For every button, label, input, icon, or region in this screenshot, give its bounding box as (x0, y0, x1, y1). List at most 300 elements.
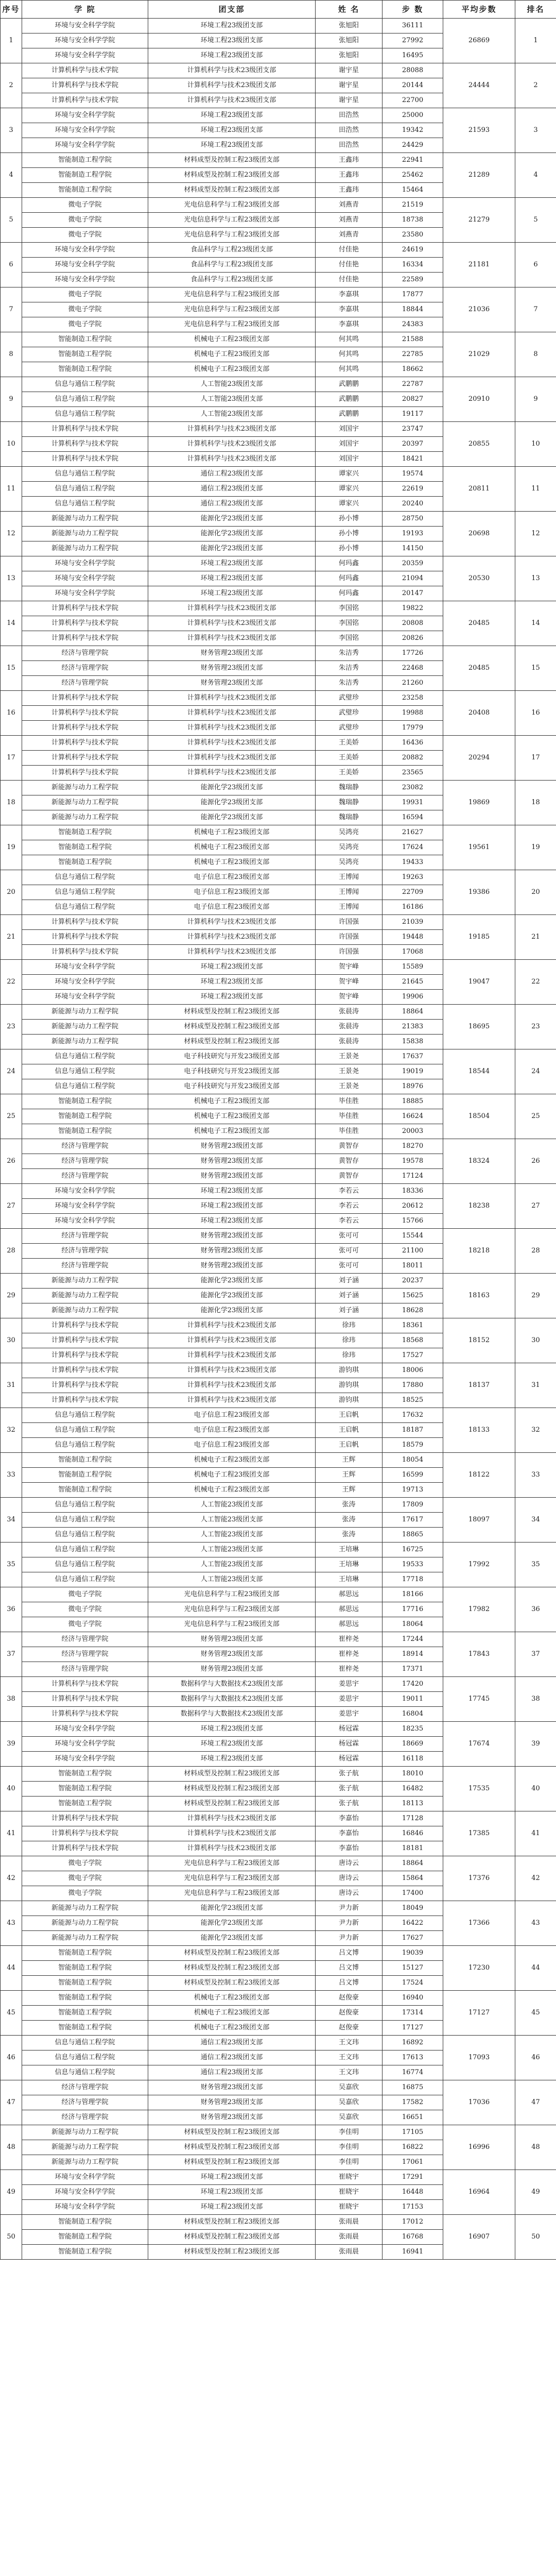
cell-school: 智能制造工程学院 (22, 840, 148, 855)
cell-school: 经济与管理学院 (22, 2110, 148, 2125)
cell-index: 9 (1, 377, 22, 422)
cell-name: 张涛 (316, 1498, 383, 1513)
cell-school: 新能源与动力工程学院 (22, 512, 148, 527)
table-row (1, 1139, 556, 1154)
cell-school: 智能制造工程学院 (22, 1124, 148, 1139)
cell-rank: 30 (515, 1318, 556, 1363)
cell-name: 刘子涵 (316, 1289, 383, 1303)
cell-average-steps: 20530 (443, 556, 515, 601)
cell-branch: 财务管理23级团支部 (148, 661, 316, 676)
cell-rank: 3 (515, 108, 556, 153)
table-row (1, 63, 556, 78)
cell-branch: 计算机科学与技术23级团支部 (148, 1348, 316, 1363)
cell-school: 计算机科学与技术学院 (22, 437, 148, 452)
cell-branch: 材料成型及控制工程23级团支部 (148, 2140, 316, 2155)
cell-school: 新能源与动力工程学院 (22, 1274, 148, 1289)
cell-name: 王博闻 (316, 885, 383, 900)
cell-branch: 材料成型及控制工程23级团支部 (148, 1946, 316, 1961)
cell-name: 黄智存 (316, 1154, 383, 1169)
cell-branch: 机械电子工程23级团支部 (148, 1991, 316, 2006)
cell-name: 张晨涛 (316, 1020, 383, 1035)
cell-average-steps: 17385 (443, 1811, 515, 1856)
cell-school: 信息与通信工程学院 (22, 2050, 148, 2065)
cell-steps: 16624 (383, 1109, 443, 1124)
cell-steps: 22785 (383, 347, 443, 362)
cell-steps: 19906 (383, 990, 443, 1005)
table-header-row (1, 1, 556, 19)
cell-average-steps: 18163 (443, 1274, 515, 1318)
cell-index: 19 (1, 825, 22, 870)
cell-steps: 16186 (383, 900, 443, 915)
cell-rank: 8 (515, 332, 556, 377)
table-row (1, 2215, 556, 2230)
cell-branch: 能源化学23级团支部 (148, 795, 316, 810)
table-row (1, 1005, 556, 1020)
cell-steps: 19011 (383, 1692, 443, 1707)
table-row (1, 2170, 556, 2185)
cell-name: 崔梓尧 (316, 1647, 383, 1662)
cell-average-steps: 18324 (443, 1139, 515, 1184)
cell-average-steps: 17982 (443, 1587, 515, 1632)
cell-branch: 环境工程23级团支部 (148, 1752, 316, 1767)
cell-name: 赵俊豪 (316, 1991, 383, 2006)
cell-steps: 20147 (383, 586, 443, 601)
table-row (1, 1722, 556, 1737)
cell-school: 经济与管理学院 (22, 2095, 148, 2110)
cell-rank: 42 (515, 1856, 556, 1901)
cell-steps: 20144 (383, 78, 443, 93)
cell-branch: 计算机科学与技术23级团支部 (148, 736, 316, 751)
cell-school: 经济与管理学院 (22, 1139, 148, 1154)
cell-average-steps: 20485 (443, 601, 515, 646)
cell-school: 计算机科学与技术学院 (22, 631, 148, 646)
cell-school: 新能源与动力工程学院 (22, 795, 148, 810)
cell-name: 尹力新 (316, 1901, 383, 1916)
cell-name: 李嘉琪 (316, 302, 383, 317)
cell-branch: 光电信息科学与工程23级团支部 (148, 213, 316, 228)
table-row (1, 915, 556, 930)
cell-steps: 20808 (383, 616, 443, 631)
cell-index: 6 (1, 243, 22, 287)
cell-steps: 16892 (383, 2036, 443, 2050)
table-row (1, 198, 556, 213)
cell-branch: 通信工程23级团支部 (148, 2036, 316, 2050)
cell-average-steps: 20408 (443, 691, 515, 736)
cell-branch: 计算机科学与技术23级团支部 (148, 1363, 316, 1378)
cell-branch: 通信工程23级团支部 (148, 2050, 316, 2065)
cell-name: 许国强 (316, 915, 383, 930)
table-row (1, 1408, 556, 1423)
cell-name: 尹力新 (316, 1931, 383, 1946)
cell-school: 新能源与动力工程学院 (22, 1901, 148, 1916)
cell-name: 徐玮 (316, 1318, 383, 1333)
cell-rank: 17 (515, 736, 556, 781)
cell-branch: 人工智能23级团支部 (148, 1572, 316, 1587)
cell-steps: 23258 (383, 691, 443, 706)
cell-branch: 机械电子工程23级团支部 (148, 347, 316, 362)
table-row (1, 556, 556, 571)
cell-name: 刘燕青 (316, 213, 383, 228)
cell-steps: 16599 (383, 1468, 443, 1483)
table-row (1, 108, 556, 123)
cell-index: 34 (1, 1498, 22, 1543)
cell-index: 13 (1, 556, 22, 601)
cell-school: 智能制造工程学院 (22, 1991, 148, 2006)
cell-school: 新能源与动力工程学院 (22, 810, 148, 825)
cell-name: 杨冠霖 (316, 1737, 383, 1752)
cell-branch: 机械电子工程23级团支部 (148, 1468, 316, 1483)
cell-steps: 15864 (383, 1871, 443, 1886)
cell-steps: 19578 (383, 1154, 443, 1169)
header-index: 序号 (1, 1, 22, 19)
cell-rank: 22 (515, 960, 556, 1005)
cell-name: 张可可 (316, 1244, 383, 1259)
cell-index: 14 (1, 601, 22, 646)
cell-school: 环境与安全科学学院 (22, 556, 148, 571)
cell-steps: 21260 (383, 676, 443, 691)
cell-school: 信息与通信工程学院 (22, 2065, 148, 2080)
table-row (1, 2080, 556, 2095)
cell-steps: 18011 (383, 1259, 443, 1274)
cell-name: 毕佳胜 (316, 1094, 383, 1109)
cell-branch: 光电信息科学与工程23级团支部 (148, 1856, 316, 1871)
cell-steps: 36111 (383, 19, 443, 33)
cell-index: 45 (1, 1991, 22, 2036)
cell-name: 谭家兴 (316, 467, 383, 482)
cell-branch: 环境工程23级团支部 (148, 990, 316, 1005)
cell-rank: 38 (515, 1677, 556, 1722)
cell-branch: 计算机科学与技术23级团支部 (148, 452, 316, 467)
cell-school: 环境与安全科学学院 (22, 243, 148, 258)
cell-steps: 17617 (383, 1513, 443, 1528)
cell-average-steps: 18137 (443, 1363, 515, 1408)
cell-school: 微电子学院 (22, 1602, 148, 1617)
table-row (1, 332, 556, 347)
cell-steps: 24383 (383, 317, 443, 332)
cell-school: 计算机科学与技术学院 (22, 1841, 148, 1856)
cell-rank: 49 (515, 2170, 556, 2215)
cell-name: 王美娇 (316, 766, 383, 781)
cell-name: 魏瑞静 (316, 810, 383, 825)
cell-branch: 机械电子工程23级团支部 (148, 855, 316, 870)
table-row (1, 870, 556, 885)
cell-steps: 17105 (383, 2125, 443, 2140)
cell-school: 新能源与动力工程学院 (22, 1020, 148, 1035)
cell-steps: 16774 (383, 2065, 443, 2080)
cell-school: 经济与管理学院 (22, 2080, 148, 2095)
cell-branch: 计算机科学与技术23级团支部 (148, 616, 316, 631)
cell-steps: 18235 (383, 1722, 443, 1737)
table-row (1, 1677, 556, 1692)
cell-school: 信息与通信工程学院 (22, 377, 148, 392)
cell-branch: 机械电子工程23级团支部 (148, 1453, 316, 1468)
cell-name: 何其鸣 (316, 332, 383, 347)
cell-school: 微电子学院 (22, 198, 148, 213)
cell-name: 武璧珍 (316, 721, 383, 736)
cell-branch: 人工智能23级团支部 (148, 1543, 316, 1557)
cell-school: 新能源与动力工程学院 (22, 781, 148, 795)
cell-branch: 人工智能23级团支部 (148, 1557, 316, 1572)
cell-branch: 机械电子工程23级团支部 (148, 362, 316, 377)
cell-school: 信息与通信工程学院 (22, 1572, 148, 1587)
cell-branch: 光电信息科学与工程23级团支部 (148, 1886, 316, 1901)
cell-school: 微电子学院 (22, 1617, 148, 1632)
cell-branch: 通信工程23级团支部 (148, 497, 316, 512)
cell-steps: 18270 (383, 1139, 443, 1154)
cell-branch: 能源化学23级团支部 (148, 512, 316, 527)
cell-name: 何其鸣 (316, 362, 383, 377)
cell-branch: 材料成型及控制工程23级团支部 (148, 2230, 316, 2245)
cell-branch: 材料成型及控制工程23级团支部 (148, 183, 316, 198)
cell-rank: 43 (515, 1901, 556, 1946)
cell-name: 毕佳胜 (316, 1124, 383, 1139)
cell-school: 环境与安全科学学院 (22, 273, 148, 287)
cell-school: 经济与管理学院 (22, 1229, 148, 1244)
cell-average-steps: 17093 (443, 2036, 515, 2080)
cell-index: 35 (1, 1543, 22, 1587)
cell-steps: 17420 (383, 1677, 443, 1692)
cell-school: 新能源与动力工程学院 (22, 1289, 148, 1303)
header-steps: 步 数 (383, 1, 443, 19)
cell-steps: 19713 (383, 1483, 443, 1498)
cell-name: 李嘉琪 (316, 287, 383, 302)
cell-branch: 机械电子工程23级团支部 (148, 1124, 316, 1139)
cell-school: 计算机科学与技术学院 (22, 751, 148, 766)
cell-school: 新能源与动力工程学院 (22, 1931, 148, 1946)
cell-rank: 20 (515, 870, 556, 915)
cell-branch: 环境工程23级团支部 (148, 123, 316, 138)
cell-name: 崔梓尧 (316, 1662, 383, 1677)
cell-name: 李国铭 (316, 601, 383, 616)
cell-name: 王辉 (316, 1483, 383, 1498)
cell-school: 智能制造工程学院 (22, 1976, 148, 1991)
cell-name: 孙小博 (316, 541, 383, 556)
cell-school: 计算机科学与技术学院 (22, 736, 148, 751)
cell-name: 魏瑞静 (316, 781, 383, 795)
cell-name: 杨冠霖 (316, 1752, 383, 1767)
cell-school: 智能制造工程学院 (22, 1782, 148, 1797)
cell-name: 王美娇 (316, 751, 383, 766)
cell-steps: 18421 (383, 452, 443, 467)
cell-branch: 计算机科学与技术23级团支部 (148, 915, 316, 930)
cell-rank: 6 (515, 243, 556, 287)
cell-branch: 财务管理23级团支部 (148, 676, 316, 691)
cell-index: 4 (1, 153, 22, 198)
cell-steps: 19039 (383, 1946, 443, 1961)
cell-school: 环境与安全科学学院 (22, 1722, 148, 1737)
cell-index: 2 (1, 63, 22, 108)
cell-name: 郝思远 (316, 1617, 383, 1632)
cell-steps: 18738 (383, 213, 443, 228)
cell-average-steps: 17745 (443, 1677, 515, 1722)
cell-index: 18 (1, 781, 22, 825)
cell-name: 王博闻 (316, 900, 383, 915)
cell-index: 31 (1, 1363, 22, 1408)
cell-branch: 数据科学与大数据技术23级团支部 (148, 1692, 316, 1707)
cell-name: 何玛鑫 (316, 556, 383, 571)
cell-name: 魏瑞静 (316, 795, 383, 810)
cell-branch: 材料成型及控制工程23级团支部 (148, 1976, 316, 1991)
cell-name: 田浩然 (316, 138, 383, 153)
cell-steps: 28750 (383, 512, 443, 527)
cell-branch: 计算机科学与技术23级团支部 (148, 1333, 316, 1348)
cell-steps: 19574 (383, 467, 443, 482)
cell-school: 微电子学院 (22, 302, 148, 317)
cell-steps: 18579 (383, 1438, 443, 1453)
cell-branch: 计算机科学与技术23级团支部 (148, 437, 316, 452)
table-row (1, 960, 556, 975)
cell-rank: 48 (515, 2125, 556, 2170)
cell-school: 信息与通信工程学院 (22, 407, 148, 422)
cell-branch: 食品科学与工程23级团支部 (148, 258, 316, 273)
cell-school: 新能源与动力工程学院 (22, 2140, 148, 2155)
cell-steps: 16940 (383, 1991, 443, 2006)
cell-school: 环境与安全科学学院 (22, 48, 148, 63)
cell-school: 计算机科学与技术学院 (22, 721, 148, 736)
cell-steps: 16804 (383, 1707, 443, 1722)
cell-average-steps: 18152 (443, 1318, 515, 1363)
cell-school: 信息与通信工程学院 (22, 482, 148, 497)
cell-school: 环境与安全科学学院 (22, 571, 148, 586)
cell-steps: 17632 (383, 1408, 443, 1423)
cell-branch: 材料成型及控制工程23级团支部 (148, 1782, 316, 1797)
cell-name: 李若云 (316, 1214, 383, 1229)
cell-steps: 17624 (383, 840, 443, 855)
cell-branch: 光电信息科学与工程23级团支部 (148, 1587, 316, 1602)
cell-steps: 17314 (383, 2006, 443, 2021)
cell-school: 环境与安全科学学院 (22, 138, 148, 153)
cell-school: 经济与管理学院 (22, 676, 148, 691)
cell-branch: 材料成型及控制工程23级团支部 (148, 1020, 316, 1035)
cell-branch: 人工智能23级团支部 (148, 407, 316, 422)
cell-index: 32 (1, 1408, 22, 1453)
table-row (1, 1498, 556, 1513)
cell-name: 李若云 (316, 1199, 383, 1214)
cell-steps: 16768 (383, 2230, 443, 2245)
cell-school: 经济与管理学院 (22, 1662, 148, 1677)
cell-name: 黄智存 (316, 1169, 383, 1184)
cell-branch: 通信工程23级团支部 (148, 482, 316, 497)
cell-school: 信息与通信工程学院 (22, 1064, 148, 1079)
cell-school: 智能制造工程学院 (22, 855, 148, 870)
cell-name: 贺宇峰 (316, 990, 383, 1005)
cell-name: 何玛鑫 (316, 571, 383, 586)
cell-steps: 16822 (383, 2140, 443, 2155)
cell-branch: 能源化学23级团支部 (148, 1931, 316, 1946)
cell-index: 38 (1, 1677, 22, 1722)
cell-steps: 15589 (383, 960, 443, 975)
cell-rank: 14 (515, 601, 556, 646)
cell-name: 张旭阳 (316, 33, 383, 48)
cell-index: 42 (1, 1856, 22, 1901)
cell-steps: 21519 (383, 198, 443, 213)
cell-steps: 19822 (383, 601, 443, 616)
cell-name: 杨冠霖 (316, 1722, 383, 1737)
cell-branch: 材料成型及控制工程23级团支部 (148, 2155, 316, 2170)
table-row (1, 825, 556, 840)
cell-steps: 23580 (383, 228, 443, 243)
cell-index: 15 (1, 646, 22, 691)
cell-steps: 25462 (383, 168, 443, 183)
cell-name: 张晨涛 (316, 1035, 383, 1049)
cell-name: 谭家兴 (316, 497, 383, 512)
cell-name: 王培琳 (316, 1557, 383, 1572)
cell-steps: 23565 (383, 766, 443, 781)
cell-name: 李嘉怡 (316, 1826, 383, 1841)
cell-name: 许国强 (316, 945, 383, 960)
cell-branch: 机械电子工程23级团支部 (148, 1109, 316, 1124)
cell-school: 智能制造工程学院 (22, 1946, 148, 1961)
cell-steps: 16651 (383, 2110, 443, 2125)
cell-branch: 能源化学23级团支部 (148, 527, 316, 541)
cell-school: 经济与管理学院 (22, 1244, 148, 1259)
cell-index: 10 (1, 422, 22, 467)
cell-school: 微电子学院 (22, 228, 148, 243)
cell-steps: 17124 (383, 1169, 443, 1184)
cell-name: 李国铭 (316, 616, 383, 631)
cell-name: 武鹏鹏 (316, 377, 383, 392)
cell-branch: 计算机科学与技术23级团支部 (148, 63, 316, 78)
table-row (1, 2125, 556, 2140)
cell-school: 新能源与动力工程学院 (22, 527, 148, 541)
cell-steps: 19263 (383, 870, 443, 885)
cell-name: 谢宇星 (316, 93, 383, 108)
cell-school: 新能源与动力工程学院 (22, 541, 148, 556)
cell-branch: 计算机科学与技术23级团支部 (148, 1841, 316, 1856)
cell-rank: 44 (515, 1946, 556, 1991)
cell-school: 微电子学院 (22, 1886, 148, 1901)
cell-school: 计算机科学与技术学院 (22, 1811, 148, 1826)
cell-school: 环境与安全科学学院 (22, 960, 148, 975)
cell-steps: 17582 (383, 2095, 443, 2110)
cell-average-steps: 18133 (443, 1408, 515, 1453)
cell-average-steps: 19386 (443, 870, 515, 915)
cell-school: 智能制造工程学院 (22, 183, 148, 198)
cell-index: 17 (1, 736, 22, 781)
table-row (1, 1318, 556, 1333)
table-row (1, 1946, 556, 1961)
cell-index: 47 (1, 2080, 22, 2125)
cell-school: 计算机科学与技术学院 (22, 422, 148, 437)
cell-index: 30 (1, 1318, 22, 1363)
cell-steps: 17400 (383, 1886, 443, 1901)
cell-school: 智能制造工程学院 (22, 2021, 148, 2036)
cell-rank: 41 (515, 1811, 556, 1856)
cell-school: 计算机科学与技术学院 (22, 601, 148, 616)
cell-rank: 4 (515, 153, 556, 198)
cell-steps: 20359 (383, 556, 443, 571)
cell-name: 李佳明 (316, 2140, 383, 2155)
cell-steps: 22941 (383, 153, 443, 168)
cell-steps: 17627 (383, 1931, 443, 1946)
cell-name: 张涛 (316, 1513, 383, 1528)
cell-average-steps: 18097 (443, 1498, 515, 1543)
cell-steps: 18336 (383, 1184, 443, 1199)
cell-index: 40 (1, 1767, 22, 1811)
cell-steps: 18976 (383, 1079, 443, 1094)
cell-name: 游钧琪 (316, 1393, 383, 1408)
cell-school: 环境与安全科学学院 (22, 33, 148, 48)
cell-school: 信息与通信工程学院 (22, 1408, 148, 1423)
cell-branch: 人工智能23级团支部 (148, 1498, 316, 1513)
cell-school: 经济与管理学院 (22, 1632, 148, 1647)
cell-school: 计算机科学与技术学院 (22, 1378, 148, 1393)
cell-branch: 光电信息科学与工程23级团支部 (148, 1871, 316, 1886)
cell-school: 新能源与动力工程学院 (22, 1035, 148, 1049)
cell-average-steps: 17230 (443, 1946, 515, 1991)
cell-branch: 食品科学与工程23级团支部 (148, 243, 316, 258)
cell-school: 信息与通信工程学院 (22, 467, 148, 482)
